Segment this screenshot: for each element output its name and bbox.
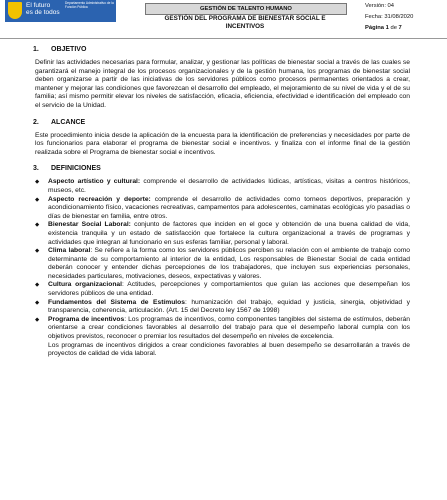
- section-objetivo-text: Definir las actividades necesarias para formular, analizar, y gestionar las políticas de bienestar social a través de las cuales se garantizará el manejo integral de los procesos organizacionales y de la gestión humana, los programas de bienestar social deben organizarse a partir de las iniciativas de los servidores públicos como procesos permanentes orientados a crear, mantener y mejorar las condiciones que favorezcan el desarrollo del empleado, el mejoramiento de su nivel de vida y el de su familia; así mismo permitir elevar los niveles de satisfacción, eficacia, eficiencia, efectividad e identificación del empleado con el servicio de la Unidad.: [35, 59, 410, 109]
- definitions-list: [35, 178, 410, 358]
- definition-item: ◆ Aspecto artístico y cultural: comprende el desarrollo de actividades lúdicas, artísticas, visitas a centros históricos, museos, etc.: [35, 178, 410, 195]
- definition-item: ◆ Bienestar Social Laboral: conjunto de factores que inciden en el goce y obtención de una buena calidad de vida, existencia tranquila y un estado de satisfacción que fortalece la cultura organizacional a través de programas y actividades que integran al funcionario en sus esferas familiar, personal y laboral.: [35, 221, 410, 247]
- section-alcance-text: Este procedimiento inicia desde la aplicación de la encuesta para la identificación de preferencias y necesidades por parte de los funcionarios para elaborar el programa de bienestar social e incentivos. y finaliza con el informe final de la gestión realizada sobre el Programa de bienestar social e incentivos.: [35, 131, 410, 156]
- logo-slogan: El futuro es de todos: [26, 2, 60, 16]
- section-alcance-heading: 2. ALCANCE: [33, 118, 86, 126]
- document-body: [35, 40, 410, 359]
- document-header: [0, 0, 447, 39]
- logo-entity-name: Departamento Administrativo de la Función Pública: [65, 1, 114, 9]
- version-label: Versión: 04: [365, 3, 395, 9]
- definition-item: ◆ Fundamentos del Sistema de Estímulos: humanización del trabajo, equidad y justicia, sinergia, objetividad y transparencia, coherencia, articulación. (Art. 15 del Decreto ley 1567 de 1998): [35, 299, 410, 316]
- document-title: GESTIÓN DEL PROGRAMA DE BIENESTAR SOCIAL E INCENTIVOS: [164, 15, 326, 30]
- page-indicator: Página 1 de 7: [365, 25, 402, 31]
- date-label: Fecha: 31/08/2020: [365, 14, 414, 20]
- gov-logo: [5, 0, 116, 22]
- section-objetivo-heading: 1. OBJETIVO: [33, 46, 87, 53]
- section-definiciones-heading: 3. DEFINICIONES: [33, 165, 101, 173]
- coat-of-arms-icon: [8, 2, 22, 19]
- definition-item: ◆ Cultura organizacional: Actitudes, percepciones y comportamientos que guían las acciones que desempeñan los servidores públicos de una entidad.: [35, 281, 410, 298]
- definition-item: ◆ Clima laboral: Se refiere a la forma como los servidores públicos perciben su relación con el ambiente de trabajo como determinante de su comportamiento al interior de la entidad, Los responsables de Bienestar Social de cada entidad deberán conocer y entender dichas percepciones de los trabajadores, que incluyen sus experiencias personales, necesidades particulares, motivaciones, deseos, expectativas y valores.: [35, 247, 410, 281]
- definition-item: ◆ Programa de incentivos: Los programas de incentivos, como componentes tangibles del sistema de estímulos, deberán orientarse a crear condiciones favorables al desarrollo del trabajo para que el desempeño laboral cumpla con los objetivos previstos, reconocer o premiar los resultados del desempeño en niveles de excelencia. Los programas de incentivos dirigidos a crear condiciones favorables al buen desempeño se desarrollarán a través de proyectos de calidad de vida laboral.: [35, 316, 410, 359]
- header-area: GESTIÓN DE TALENTO HUMANO: [145, 3, 347, 15]
- definition-item: ◆ Aspecto recreación y deporte: comprende el desarrollo de actividades como torneos deportivos, preparación y acondicionamiento físico, vacaciones recreativas, campamentos para adolescentes, caminatas ecológicas y/o pasadías o días de bienestar en familia, entre otros.: [35, 196, 410, 222]
